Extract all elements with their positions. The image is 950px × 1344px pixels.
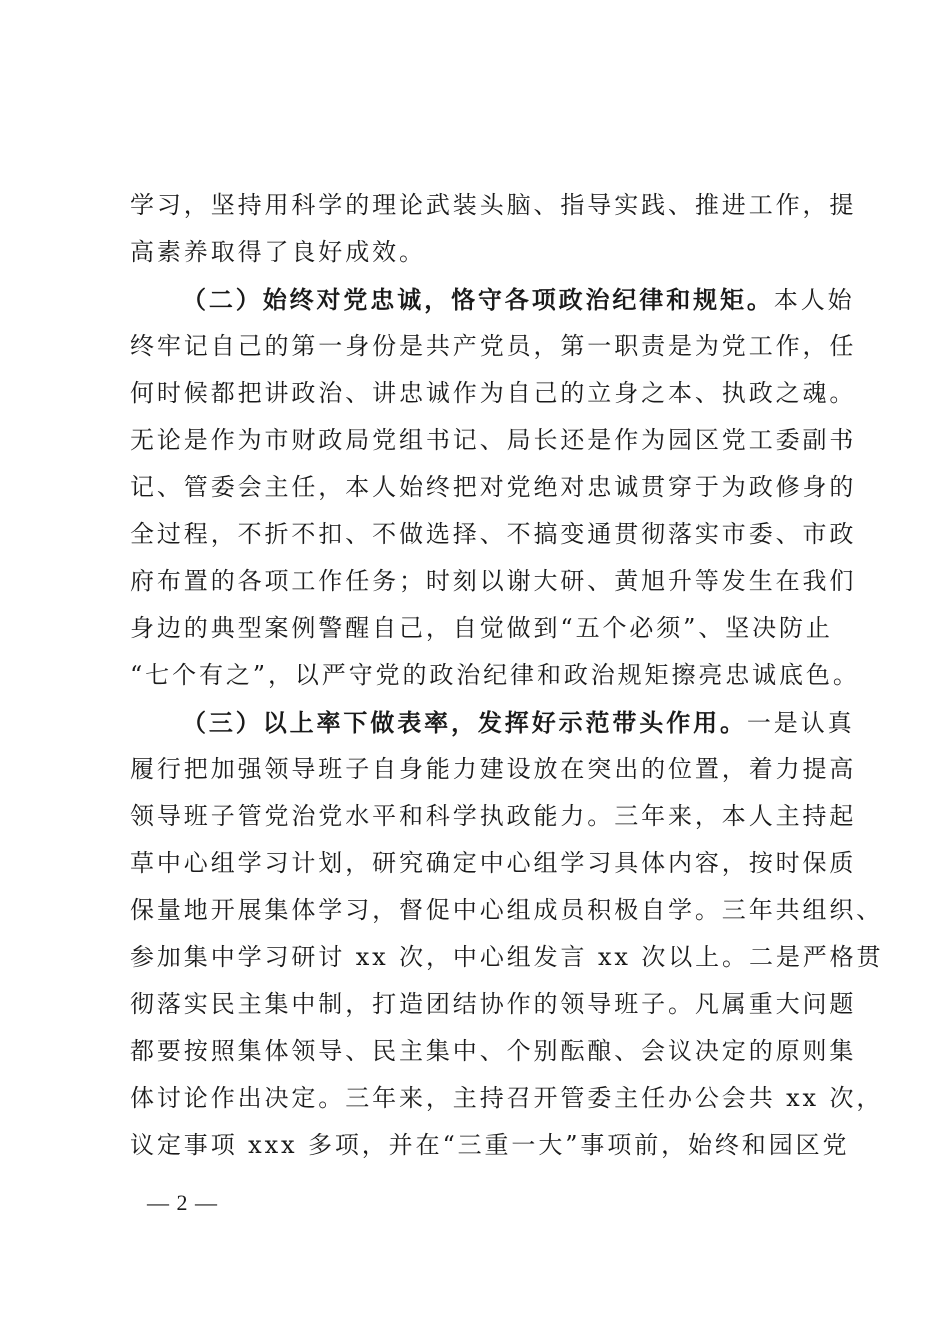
page-number: — 2 — [147,1190,218,1215]
body-text [130,182,884,1169]
text-line: 何时候都把讲政治、讲忠诚作为自己的立身之本、执政之魂。 [130,379,857,407]
text-line: 记、管委会主任，本人始终把对党绝对忠诚贯穿于为政修身的 [130,473,857,501]
text-run: 本人始 [773,286,855,314]
text-line: 都要按照集体领导、民主集中、个别酝酿、会议决定的原则集 [130,1037,857,1065]
text-line: 无论是作为市财政局党组书记、局长还是作为园区党工委副书 [130,426,857,454]
text-line: 府布置的各项工作任务；时刻以谢大研、黄旭升等发生在我们 [130,567,857,595]
text-run: 一是认真 [746,709,855,737]
paragraph-leadership [130,699,884,1169]
text-line: 领导班子管党治党水平和科学执政能力。三年来，本人主持起 [130,802,857,830]
text-line: 体讨论作出决定。三年来，主持召开管委主任办公会共 xx 次， [130,1084,884,1112]
paragraph-loyalty [130,276,860,699]
text-line: 参加集中学习研讨 xx 次，中心组发言 xx 次以上。二是严格贯 [130,943,884,971]
paragraph-first-line [130,699,855,746]
text-line: 全过程，不折不扣、不做选择、不搞变通贯彻落实市委、市政 [130,520,857,548]
section-heading: （二）始终对党忠诚，恪守各项政治纪律和规矩。 [182,285,774,314]
section-heading: （三）以上率下做表率，发挥好示范带头作用。 [182,708,747,737]
paragraph-continuation [130,182,857,276]
text-line: 议定事项 xxx 多项，并在“三重一大”事项前，始终和园区党 [130,1131,850,1159]
paragraph-first-line [130,276,855,323]
text-line: 身边的典型案例警醒自己，自觉做到“五个必须”、坚决防止 [130,614,833,642]
text-line: 高素养取得了良好成效。 [130,238,426,266]
text-line: “七个有之”，以严守党的政治纪律和政治规矩擦亮忠诚底色。 [130,661,860,689]
text-line: 履行把加强领导班子自身能力建设放在突出的位置，着力提高 [130,755,857,783]
text-line: 保量地开展集体学习，督促中心组成员积极自学。三年共组织、 [130,896,884,924]
text-line: 终牢记自己的第一身份是共产党员，第一职责是为党工作，任 [130,332,857,360]
text-line: 学习，坚持用科学的理论武装头脑、指导实践、推进工作，提 [130,191,857,219]
text-line: 草中心组学习计划，研究确定中心组学习具体内容，按时保质 [130,849,857,877]
text-line: 彻落实民主集中制，打造团结协作的领导班子。凡属重大问题 [130,990,857,1018]
